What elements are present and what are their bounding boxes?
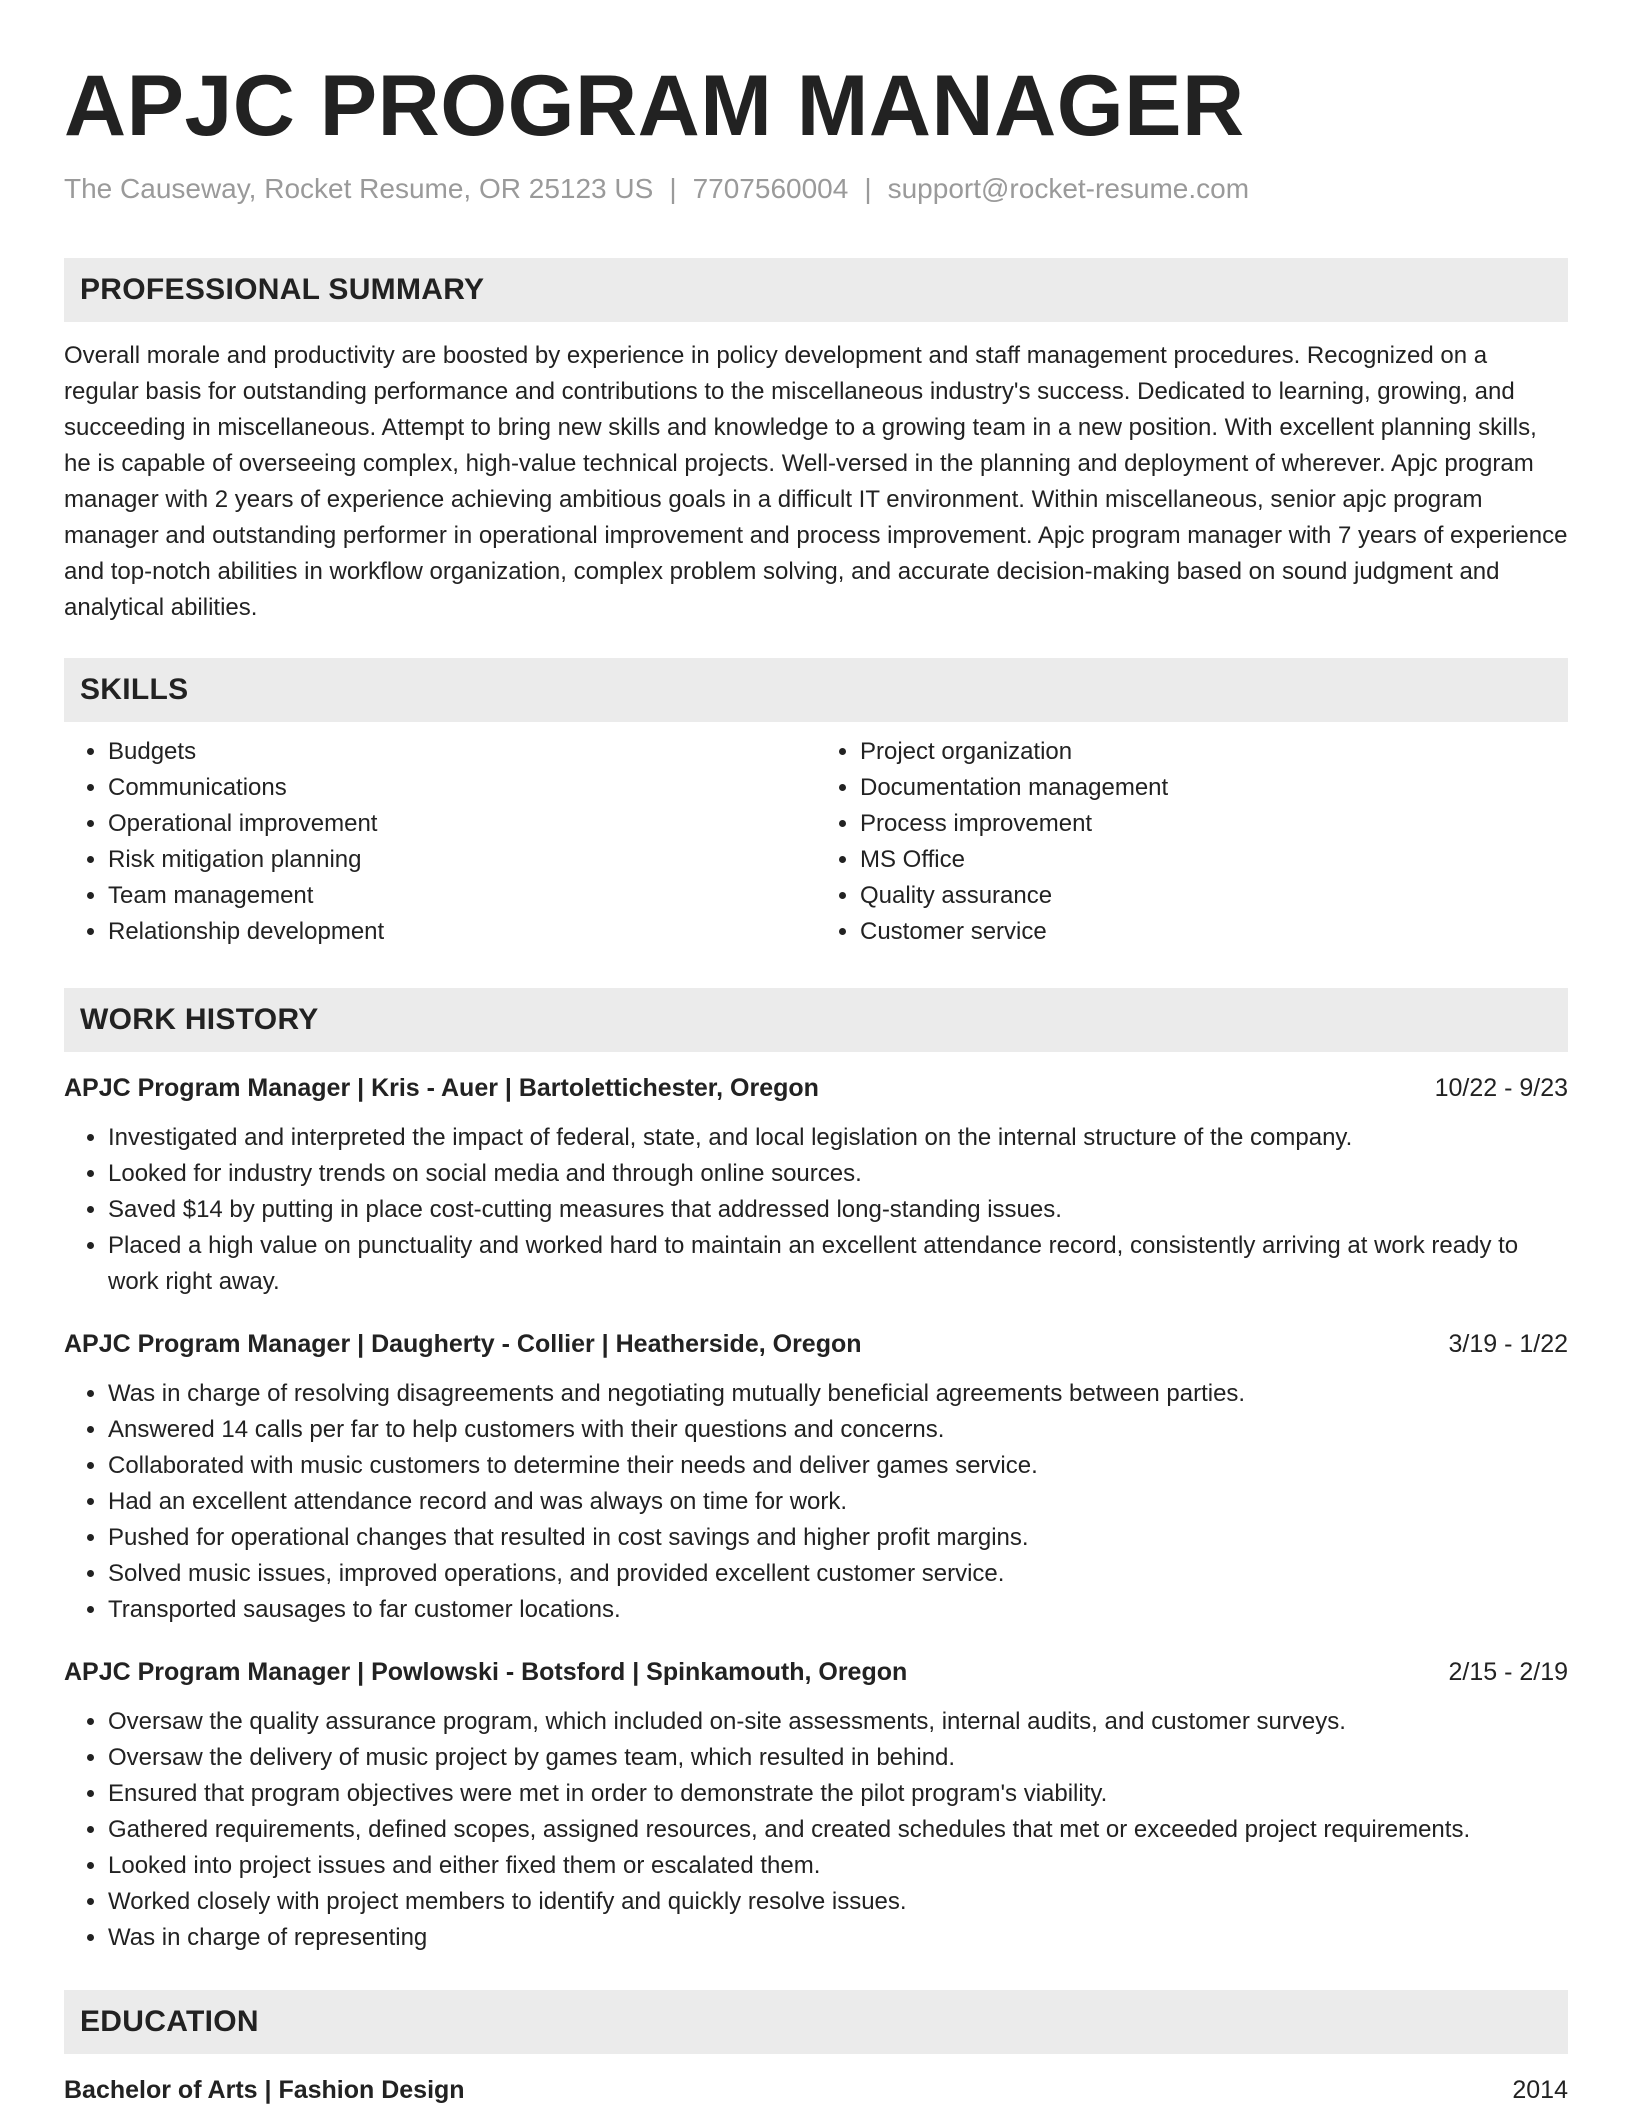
skills-list — [64, 734, 1568, 950]
job-entry — [64, 1070, 1568, 1300]
job-header — [64, 1070, 1568, 1106]
skills-column-right — [816, 734, 1568, 950]
job-bullet: • Collaborated with music customers to determine their needs and deliver games service. — [108, 1448, 1568, 1484]
skill-item: • Budgets — [108, 734, 816, 770]
skills-column-left — [64, 734, 816, 950]
job-bullet: • Ensured that program objectives were met in order to demonstrate the pilot program's viability. — [108, 1776, 1568, 1812]
contact-separator: | — [864, 173, 872, 204]
job-bullet: • Looked for industry trends on social media and through online sources. — [108, 1156, 1568, 1192]
job-dates: 2/15 - 2/19 — [1448, 1658, 1568, 1686]
summary-heading: PROFESSIONAL SUMMARY — [64, 258, 1568, 322]
job-bullet: • Pushed for operational changes that resulted in cost savings and higher profit margins. — [108, 1520, 1568, 1556]
skill-item: • Customer service — [860, 914, 1568, 950]
job-bullet: • Oversaw the delivery of music project by games team, which resulted in behind. — [108, 1740, 1568, 1776]
contact-phone: 7707560004 — [692, 173, 849, 204]
skill-item: • Process improvement — [860, 806, 1568, 842]
education-entry — [64, 2072, 1568, 2108]
skill-item: • Operational improvement — [108, 806, 816, 842]
job-bullet: • Was in charge of representing — [108, 1920, 1568, 1956]
job-bullet: • Saved $14 by putting in place cost-cutting measures that addressed long-standing issues. — [108, 1192, 1568, 1228]
job-title: APJC Program Manager | Powlowski - Botsford | Spinkamouth, Oregon — [64, 1658, 908, 1686]
contact-address: The Causeway, Rocket Resume, OR 25123 US — [64, 173, 654, 204]
education-degree: Bachelor of Arts | Fashion Design — [64, 2076, 465, 2104]
job-bullet: • Was in charge of resolving disagreements and negotiating mutually beneficial agreements between parties. — [108, 1376, 1568, 1412]
job-bullet: • Looked into project issues and either fixed them or escalated them. — [108, 1848, 1568, 1884]
job-bullet: • Solved music issues, improved operations, and provided excellent customer service. — [108, 1556, 1568, 1592]
contact-line — [64, 172, 1568, 206]
job-entry — [64, 1654, 1568, 1956]
work-history-heading: WORK HISTORY — [64, 988, 1568, 1052]
contact-email: support@rocket-resume.com — [887, 173, 1250, 204]
job-header — [64, 1326, 1568, 1362]
job-bullet: • Oversaw the quality assurance program, which included on-site assessments, internal audits, and customer surveys. — [108, 1704, 1568, 1740]
job-bullet: • Gathered requirements, defined scopes, assigned resources, and created schedules that met or exceeded project requirements. — [108, 1812, 1568, 1848]
job-bullet: • Investigated and interpreted the impact of federal, state, and local legislation on the internal structure of the company. — [108, 1120, 1568, 1156]
job-bullets — [64, 1704, 1568, 1956]
skill-item: • Communications — [108, 770, 816, 806]
job-bullet: • Placed a high value on punctuality and worked hard to maintain an excellent attendance record, consistently arriving at work ready to work right away. — [108, 1228, 1568, 1300]
summary-text: Overall morale and productivity are boosted by experience in policy development and staff management procedures. Recognized on a regular basis for outstanding performance and contributions to the miscellaneous industry's success. Dedicated to learning, growing, and succeeding in miscellaneous. Attempt to bring new skills and knowledge to a growing team in a new position. With excellent planning skills, he is capable of overseeing complex, high-value technical projects. Well-versed in the planning and deployment of wherever. Apjc program manager with 2 years of experience achieving ambitious goals in a difficult IT environment. Within miscellaneous, senior apjc program manager and outstanding performer in operational improvement and process improvement. Apjc program manager with 7 years of experience and top-notch abilities in workflow organization, complex problem solving, and accurate decision-making based on sound judgment and analytical abilities. — [64, 342, 1568, 621]
skill-item: • MS Office — [860, 842, 1568, 878]
contact-separator: | — [669, 173, 677, 204]
job-dates: 3/19 - 1/22 — [1448, 1330, 1568, 1358]
education-year: 2014 — [1512, 2076, 1568, 2104]
candidate-name: APJC PROGRAM MANAGER — [64, 58, 1245, 154]
job-title: APJC Program Manager | Daugherty - Collier | Heatherside, Oregon — [64, 1330, 862, 1358]
job-bullet: • Had an excellent attendance record and was always on time for work. — [108, 1484, 1568, 1520]
job-bullet: • Answered 14 calls per far to help customers with their questions and concerns. — [108, 1412, 1568, 1448]
skill-item: • Risk mitigation planning — [108, 842, 816, 878]
job-title: APJC Program Manager | Kris - Auer | Bartolettichester, Oregon — [64, 1074, 819, 1102]
job-bullet: • Worked closely with project members to identify and quickly resolve issues. — [108, 1884, 1568, 1920]
skill-item: • Documentation management — [860, 770, 1568, 806]
skills-heading: SKILLS — [64, 658, 1568, 722]
job-header — [64, 1654, 1568, 1690]
job-bullets — [64, 1376, 1568, 1628]
job-entry — [64, 1326, 1568, 1628]
skill-item: • Quality assurance — [860, 878, 1568, 914]
job-bullet: • Transported sausages to far customer locations. — [108, 1592, 1568, 1628]
education-heading: EDUCATION — [64, 1990, 1568, 2054]
skill-item: • Team management — [108, 878, 816, 914]
skill-item: • Project organization — [860, 734, 1568, 770]
skill-item: • Relationship development — [108, 914, 816, 950]
job-bullets — [64, 1120, 1568, 1300]
job-dates: 10/22 - 9/23 — [1434, 1074, 1568, 1102]
